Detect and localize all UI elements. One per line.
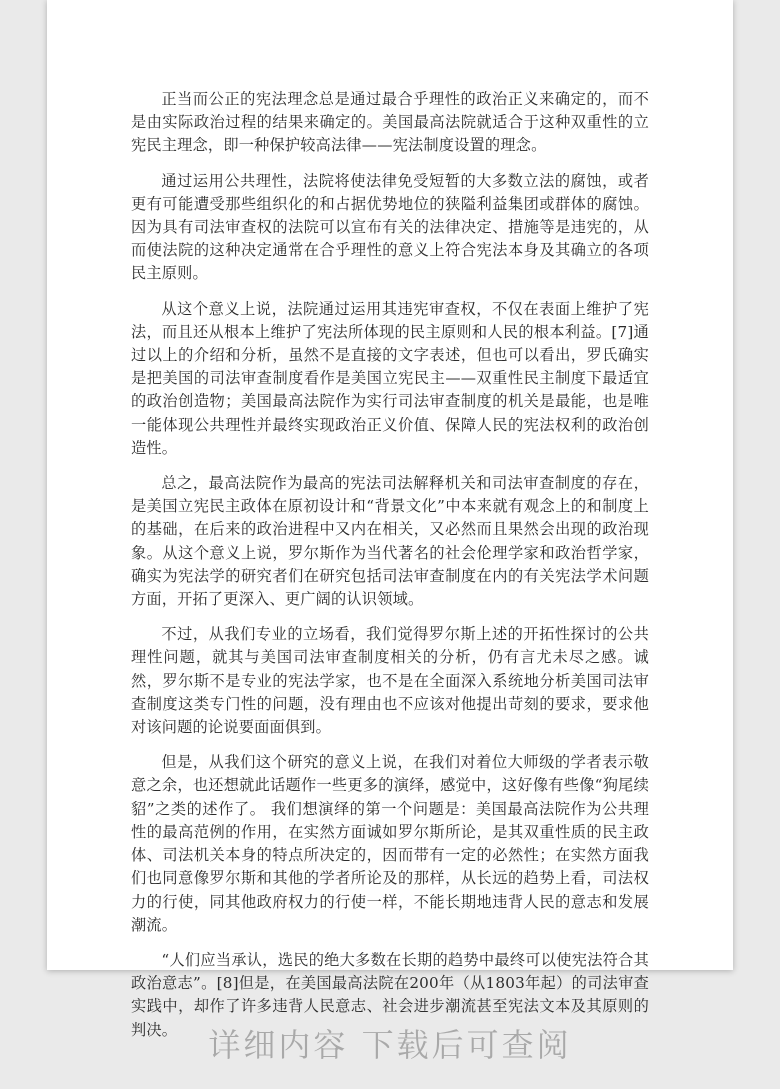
paragraph: 从这个意义上说，法院通过运用其违宪审查权，不仅在表面上维护了宪法，而且还从根本上维护了宪法所体现的民主原则和人民的根本利益。[7]通过以上的介绍和分析，虽然不是直接的文字表述，但也可以看出，罗氏确实是把美国的司法审查制度看作是美国立宪民主——双重性民主制度下最适宜的政治创造物；美国最高法院作为实行司法审查制度的机关是最能，也是唯一能体现公共理性并最终实现政治正义价值、保障人民的宪法权利的政治创造性。	[131, 299, 649, 457]
paragraph: 总之，最高法院作为最高的宪法司法解释机关和司法审查制度的存在，是美国立宪民主政体在原初设计和“背景文化”中本来就有观念上的和制度上的基础，在后来的政治进程中又内在相关，又必然而且果然会出现的政治现象。从这个意义上说，罗尔斯作为当代著名的社会伦理学家和政治哲学家，确实为宪法学的研究者们在研究包括司法审查制度在内的有关宪法学术问题方面，开拓了更深入、更广阔的认识领域。	[131, 474, 649, 609]
document-page	[47, 0, 733, 1039]
paragraph: 不过，从我们专业的立场看，我们觉得罗尔斯上述的开拓性探讨的公共理性问题，就其与美国司法审查制度相关的分析，仍有言尤未尽之感。诚然，罗尔斯不是专业的宪法学家，也不是在全面深入系统地分析美国司法审查制度这类专门性的问题，没有理由也不应该对他提出苛刻的要求，要求他对该问题的论说要面面俱到。	[131, 625, 649, 737]
document-body	[131, 88, 649, 1054]
paragraph: 但是，从我们这个研究的意义上说，在我们对着位大师级的学者表示敬意之余，也还想就此话题作一些更多的演绎，感觉中，这好像有些像“狗尾续貂”之类的述作了。 我们想演绎的第一个问题是：美国最高法院作为公共理性的最高范例的作用，在实然方面诚如罗尔斯所论，是其双重性质的民主政体、司法机关本身的特点所决定的，因而带有一定的必然性；在实然方面我们也同意像罗尔斯和其他的学者所论及的那样，从长远的趋势上看，司法权力的行使，同其他政府权力的行使一样，不能长期地违背人民的意志和发展潮流。	[131, 753, 649, 934]
download-hint-label: 详细内容 下载后可查阅	[208, 1026, 572, 1064]
paragraph: “人们应当承认，选民的绝大多数在长期的趋势中最终可以使宪法符合其政治意志”。[8]但是，在美国最高法院在200年（从1803年起）的司法审查实践中，却作了许多违背人民意志、社会进步潮流甚至宪法文本及其原则的判决。	[131, 950, 649, 1039]
paragraph: 通过运用公共理性，法院将使法律免受短暂的大多数立法的腐蚀，或者更有可能遭受那些组织化的和占据优势地位的狭隘利益集团或群体的腐蚀。因为具有司法审查权的法院可以宣布有关的法律决定、措施等是违宪的，从而使法院的这种决定通常在合乎理性的意义上符合宪法本身及其确立的各项民主原则。	[131, 171, 649, 283]
paragraph: 正当而公正的宪法理念总是通过最合乎理性的政治正义来确定的，而不是由实际政治过程的结果来确定的。美国最高法院就适合于这种双重性的立宪民主理念，即一种保护较高法律——宪法制度设置的理念。	[131, 90, 649, 155]
